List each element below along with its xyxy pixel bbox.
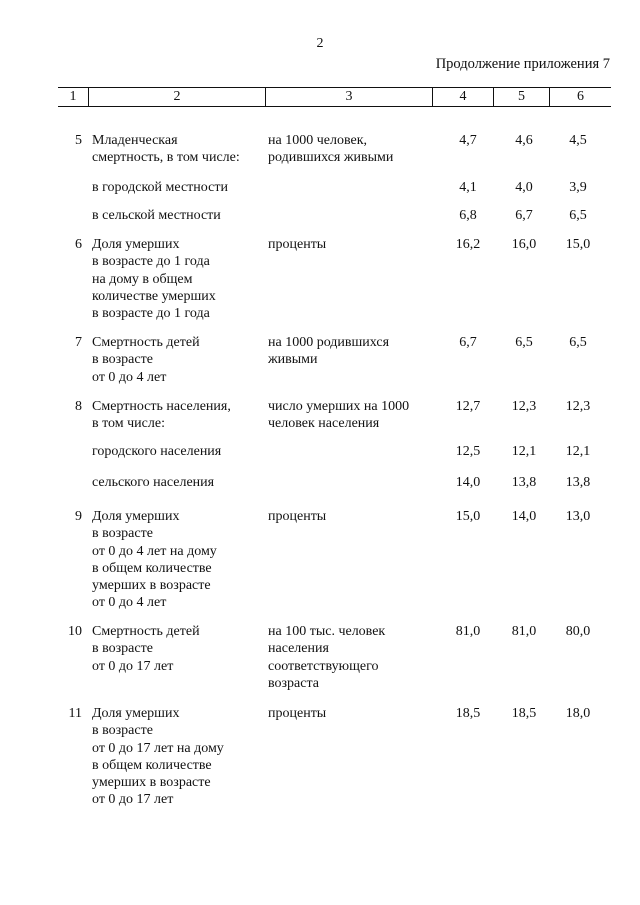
table-header <box>58 87 611 107</box>
row-number: 5 <box>75 133 82 148</box>
indicator-name: Младенческая смертность, в том числе: <box>92 133 240 166</box>
unit-of-measure: на 100 тыс. человек населения соответствующего возраста <box>268 624 386 691</box>
value-col-6: 13,8 <box>565 475 591 490</box>
indicator-name: в сельской местности <box>92 208 221 223</box>
header-col-6: 6 <box>550 88 612 107</box>
row-number: 9 <box>75 509 82 524</box>
indicator-name: Доля умерших в возрасте от 0 до 17 лет на дому в общем количестве умерших в возрасте от 0 до 17 лет <box>92 706 224 808</box>
value-col-6: 3,9 <box>569 180 587 195</box>
continuation-label: Продолжение приложения 7 <box>435 56 610 72</box>
value-col-6: 15,0 <box>565 237 591 252</box>
value-col-4: 6,7 <box>459 335 477 350</box>
header-col-1: 1 <box>58 88 89 107</box>
value-col-5: 4,6 <box>515 133 533 148</box>
value-col-4: 18,5 <box>455 706 481 721</box>
value-col-6: 6,5 <box>569 335 587 350</box>
value-col-4: 12,5 <box>455 444 481 459</box>
indicator-name: Смертность детей в возрасте от 0 до 17 лет <box>92 624 200 674</box>
row-number: 8 <box>75 399 82 414</box>
value-col-6: 80,0 <box>565 624 591 639</box>
value-col-6: 18,0 <box>565 706 591 721</box>
value-col-4: 81,0 <box>455 624 481 639</box>
value-col-6: 6,5 <box>569 208 587 223</box>
value-col-4: 6,8 <box>459 208 477 223</box>
value-col-6: 4,5 <box>569 133 587 148</box>
value-col-5: 81,0 <box>511 624 537 639</box>
value-col-5: 13,8 <box>511 475 537 490</box>
header-col-2: 2 <box>89 88 266 107</box>
unit-of-measure: проценты <box>268 237 327 252</box>
header-col-3: 3 <box>266 88 433 107</box>
indicator-name: Смертность населения, в том числе: <box>92 399 231 432</box>
value-col-4: 12,7 <box>455 399 481 414</box>
value-col-6: 12,1 <box>565 444 591 459</box>
row-number: 10 <box>68 624 82 639</box>
indicator-name: сельского населения <box>92 475 215 490</box>
value-col-4: 4,7 <box>459 133 477 148</box>
indicator-name: в городской местности <box>92 180 228 195</box>
row-number: 11 <box>68 706 82 721</box>
header-col-5: 5 <box>494 88 550 107</box>
value-col-5: 12,3 <box>511 399 537 414</box>
indicator-name: Доля умерших в возрасте до 1 года на дому в общем количестве умерших в возрасте до 1 года <box>92 237 216 322</box>
value-col-5: 6,5 <box>515 335 533 350</box>
row-number: 7 <box>75 335 82 350</box>
value-col-5: 4,0 <box>515 180 533 195</box>
unit-of-measure: число умерших на 1000 человек населения <box>268 399 410 432</box>
header-col-4: 4 <box>433 88 494 107</box>
unit-of-measure: на 1000 человек, родившихся живыми <box>268 133 394 166</box>
page-number: 2 <box>316 36 324 51</box>
unit-of-measure: проценты <box>268 509 327 524</box>
header-row <box>58 88 611 107</box>
unit-of-measure: на 1000 родившихся живыми <box>268 335 390 368</box>
value-col-6: 12,3 <box>565 399 591 414</box>
indicator-name: Доля умерших в возрасте от 0 до 4 лет на дому в общем количестве умерших в возрасте от 0 до 4 лет <box>92 509 217 611</box>
value-col-5: 6,7 <box>515 208 533 223</box>
unit-of-measure: проценты <box>268 706 327 721</box>
value-col-4: 14,0 <box>455 475 481 490</box>
value-col-4: 4,1 <box>459 180 477 195</box>
value-col-5: 12,1 <box>511 444 537 459</box>
value-col-5: 16,0 <box>511 237 537 252</box>
indicator-name: Смертность детей в возрасте от 0 до 4 лет <box>92 335 200 385</box>
row-number: 6 <box>75 237 82 252</box>
value-col-5: 14,0 <box>511 509 537 524</box>
value-col-4: 16,2 <box>455 237 481 252</box>
value-col-6: 13,0 <box>565 509 591 524</box>
value-col-5: 18,5 <box>511 706 537 721</box>
indicator-name: городского населения <box>92 444 222 459</box>
value-col-4: 15,0 <box>455 509 481 524</box>
